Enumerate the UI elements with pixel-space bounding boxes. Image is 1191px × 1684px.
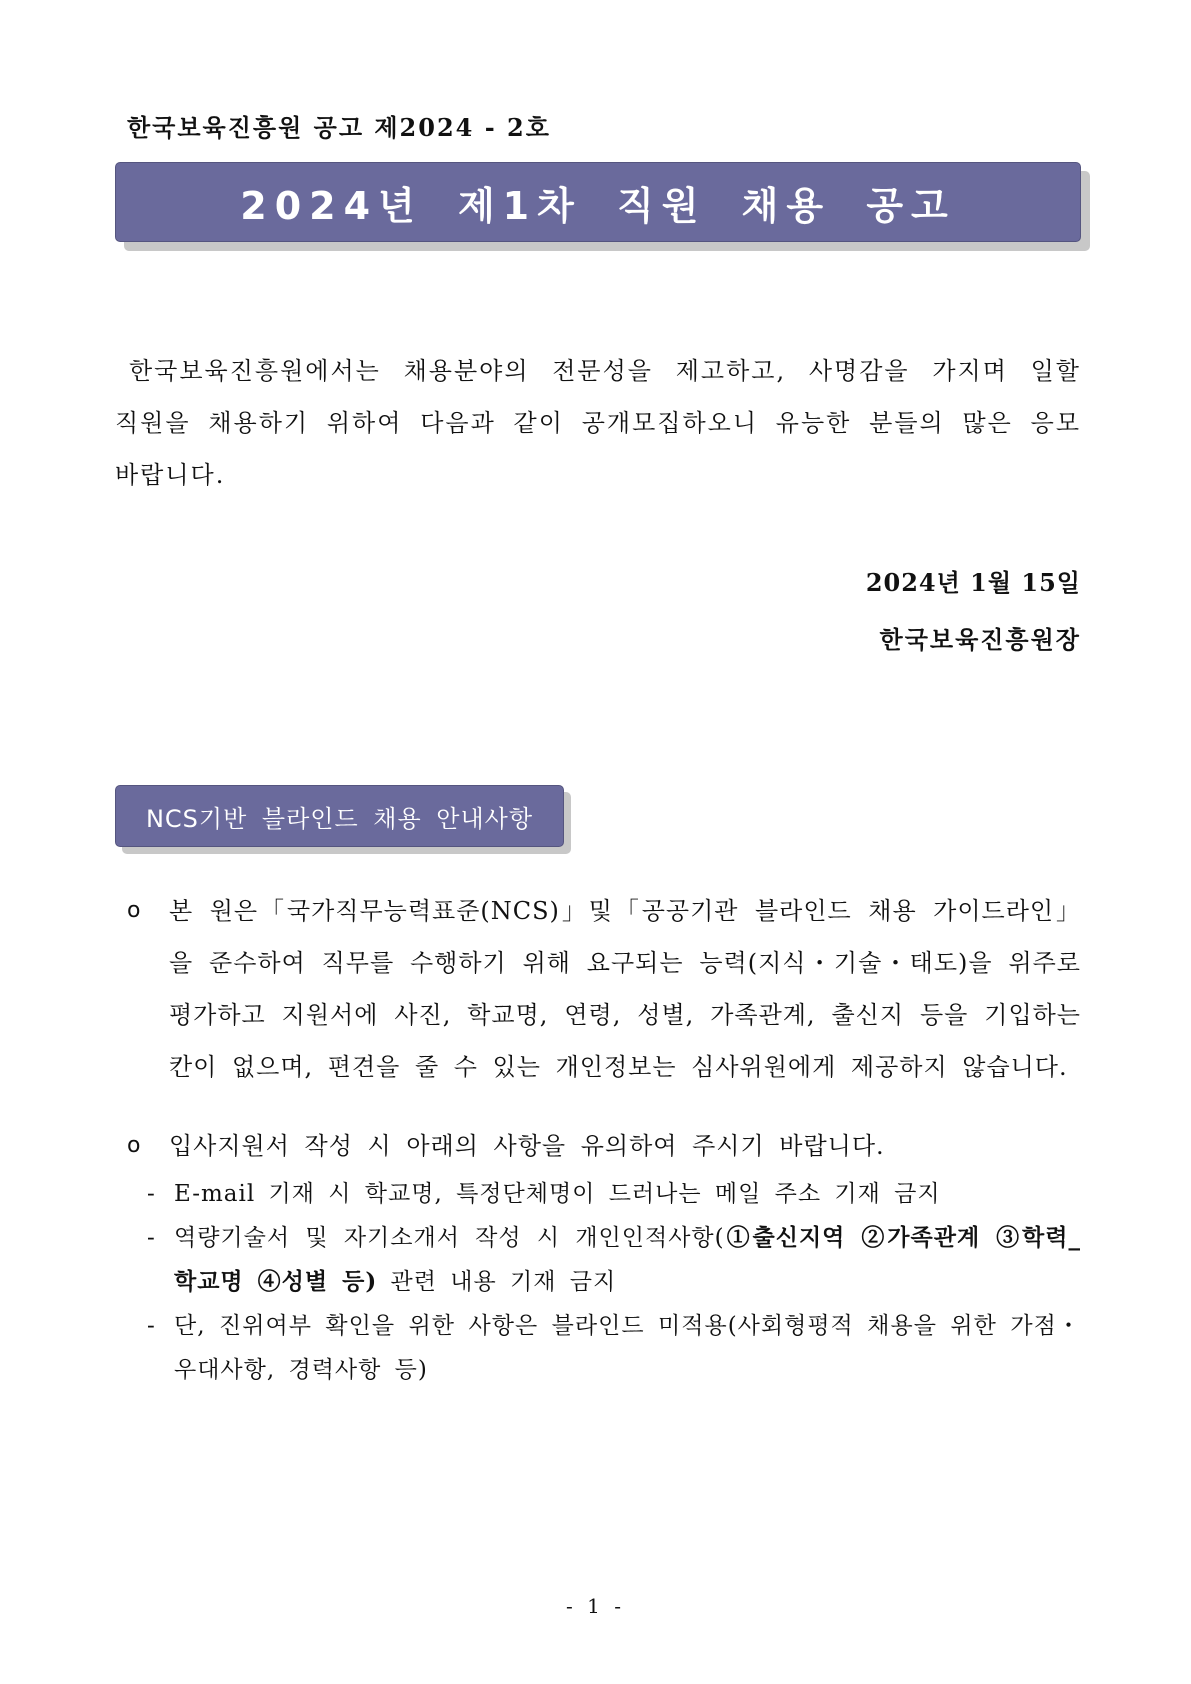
section-title: NCS기반 블라인드 채용 안내사항 (145, 804, 534, 833)
sub-item-text-start: 역량기술서 및 자기소개서 작성 시 개인인적사항( (174, 1225, 725, 1251)
issuer-name: 한국보육진흥원장 (879, 625, 1081, 654)
bullet-text: 입사지원서 작성 시 아래의 사항을 유의하여 주시기 바랍니다. (169, 1132, 885, 1160)
bullet-item (127, 1120, 1081, 1172)
bullet-item (127, 885, 1081, 1093)
sub-item-dash: - (147, 1313, 156, 1339)
title-banner (115, 162, 1081, 242)
sub-item (147, 1172, 1081, 1216)
bullet-mark: o (127, 898, 141, 923)
notice-date: 2024년 1월 15일 (865, 568, 1081, 597)
sub-item-text: 단, 진위여부 확인을 위한 사항은 블라인드 미적용(사회형평적 채용을 위한 가점・우대사항, 경력사항 등) (174, 1313, 1081, 1383)
intro-paragraph (115, 345, 1081, 501)
bullet-text: 본 원은「국가직무능력표준(NCS)」및「공공기관 블라인드 채용 가이드라인」을 준수하여 직무를 수행하기 위해 요구되는 능력(지식・기술・태도)을 위주로 평가하고 지원서에 사진, 학교명, 연령, 성별, 가족관계, 출신지 등을 기입하는 칸이 없으며, 편견을 줄 수 있는 개인정보는 심사위원에게 제공하지 않습니다. (169, 897, 1081, 1081)
sub-item-text: E-mail 기재 시 학교명, 특정단체명이 드러나는 메일 주소 기재 금지 (174, 1181, 941, 1207)
sub-item-dash: - (147, 1225, 156, 1251)
section-banner (115, 785, 564, 847)
bullet-mark: o (127, 1133, 141, 1158)
sub-item-text-bold: ①출신지역 ②가족관계 ③학력_학교명 ④성별 등) (174, 1224, 1081, 1295)
sub-item (147, 1216, 1081, 1304)
sub-item-text (174, 1216, 1081, 1304)
sub-item (147, 1304, 1081, 1392)
notice-number: 한국보육진흥원 공고 제2024 - 2호 (127, 113, 551, 142)
sub-item-text-end: 관련 내용 기재 금지 (377, 1269, 617, 1295)
sub-item-dash: - (147, 1181, 156, 1207)
page-title: 2024년 제1차 직원 채용 공고 (240, 183, 956, 228)
intro-text: 한국보육진흥원에서는 채용분야의 전문성을 제고하고, 사명감을 가지며 일할 직원을 채용하기 위하여 다음과 같이 공개모집하오니 유능한 분들의 많은 응모 바랍니다. (115, 357, 1081, 489)
page-number: - 1 - (566, 1594, 625, 1618)
